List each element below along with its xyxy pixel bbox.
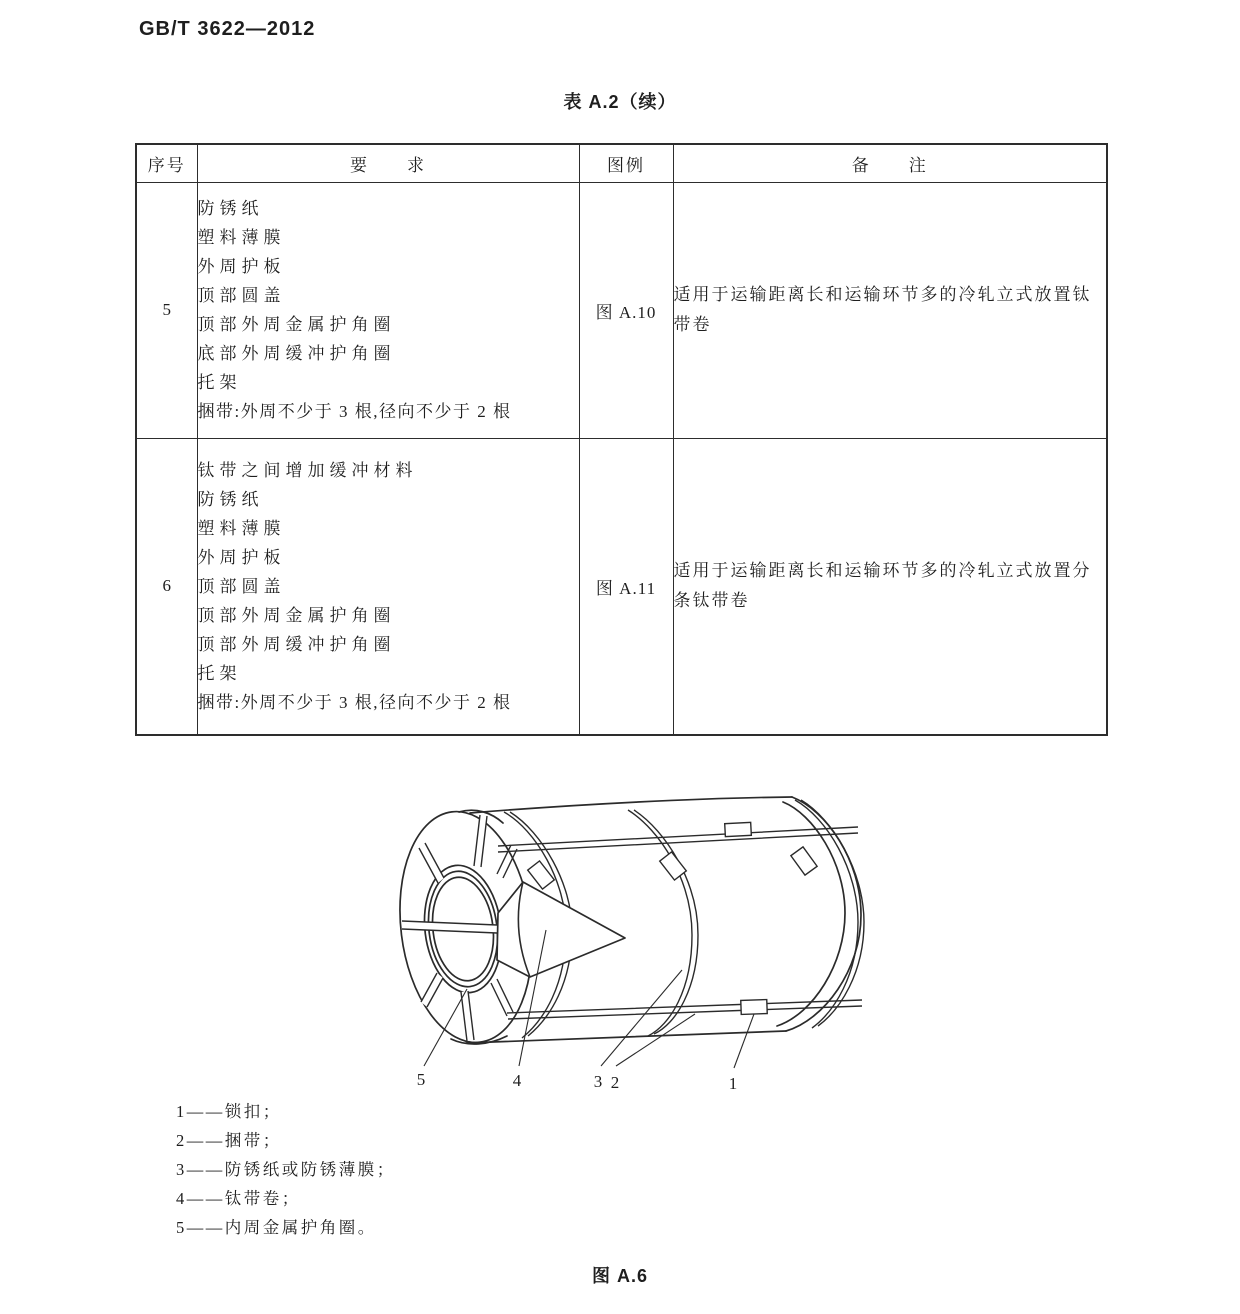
row-remark: 适用于运输距离长和运输环节多的冷轧立式放置钛带卷: [673, 182, 1107, 438]
figure-key-item: 5——内周金属护角圈。: [176, 1218, 377, 1237]
requirement-line: 顶部圆盖: [197, 576, 286, 596]
table-row: [136, 438, 1107, 735]
callout-2: 2: [610, 1073, 620, 1092]
callout-numbers: [417, 1070, 738, 1093]
strap-buckle: [791, 847, 817, 875]
standard-number: GB/T 3622—2012: [139, 18, 316, 40]
requirement-line: 捆带:外周不少于 3 根,径向不少于 2 根: [197, 692, 512, 712]
requirement-line: 防锈纸: [197, 199, 264, 218]
column-header-remark: 备 注: [673, 144, 1107, 182]
requirement-line: 顶部圆盖: [197, 286, 286, 305]
requirement-line: 塑料薄膜: [197, 228, 286, 247]
figure-caption: 图 A.6: [591, 1266, 648, 1286]
figure-key-list: [176, 1097, 396, 1242]
column-header-requirement: 要 求: [197, 144, 579, 182]
requirement-line: 外周护板: [197, 547, 286, 567]
row-requirements: [197, 182, 579, 438]
requirement-line: 顶部外周金属护角圈: [197, 605, 396, 625]
row-legend-ref: 图 A.10: [579, 182, 673, 438]
figure-key-item: 3——防锈纸或防锈薄膜；: [176, 1160, 396, 1179]
callout-5: 5: [416, 1070, 426, 1089]
requirement-line: 托架: [197, 663, 242, 683]
column-header-seq: 序号: [136, 144, 197, 182]
column-header-legend: 图例: [579, 144, 673, 182]
lock-buckle: [725, 822, 752, 836]
row-seq: 5: [136, 182, 197, 438]
callout-4: 4: [512, 1071, 522, 1090]
coil-packaging-figure: [380, 780, 880, 1110]
requirement-line: 捆带:外周不少于 3 根,径向不少于 2 根: [197, 402, 512, 421]
table-header-row: [136, 144, 1107, 182]
figure-key-item: 1——锁扣；: [176, 1102, 282, 1121]
callout-3: 3: [593, 1072, 603, 1091]
table-row: [136, 182, 1107, 438]
requirement-line: 顶部外周缓冲护角圈: [197, 634, 396, 654]
requirement-line: 托架: [197, 373, 242, 392]
coil-line-drawing: [380, 780, 880, 1110]
figure-key-item: 4——钛带卷；: [176, 1189, 301, 1208]
figure-key-item: 2——捆带；: [176, 1131, 282, 1150]
strap-buckle: [660, 852, 687, 880]
callout-1: 1: [728, 1074, 738, 1093]
row-seq: 6: [136, 438, 197, 735]
requirement-line: 顶部外周金属护角圈: [197, 315, 396, 334]
row-legend-ref: 图 A.11: [579, 438, 673, 735]
lock-buckle: [741, 1000, 767, 1015]
requirement-line: 防锈纸: [197, 489, 264, 509]
requirement-line: 底部外周缓冲护角圈: [197, 344, 396, 363]
packaging-requirements-table: [135, 143, 1108, 736]
row-remark: 适用于运输距离长和运输环节多的冷轧立式放置分条钛带卷: [673, 438, 1107, 735]
requirement-line: 塑料薄膜: [197, 518, 286, 538]
table-title: 表 A.2（续）: [563, 92, 677, 112]
requirement-line: 钛带之间增加缓冲材料: [197, 460, 418, 480]
row-requirements: [197, 438, 579, 735]
requirement-line: 外周护板: [197, 257, 286, 276]
